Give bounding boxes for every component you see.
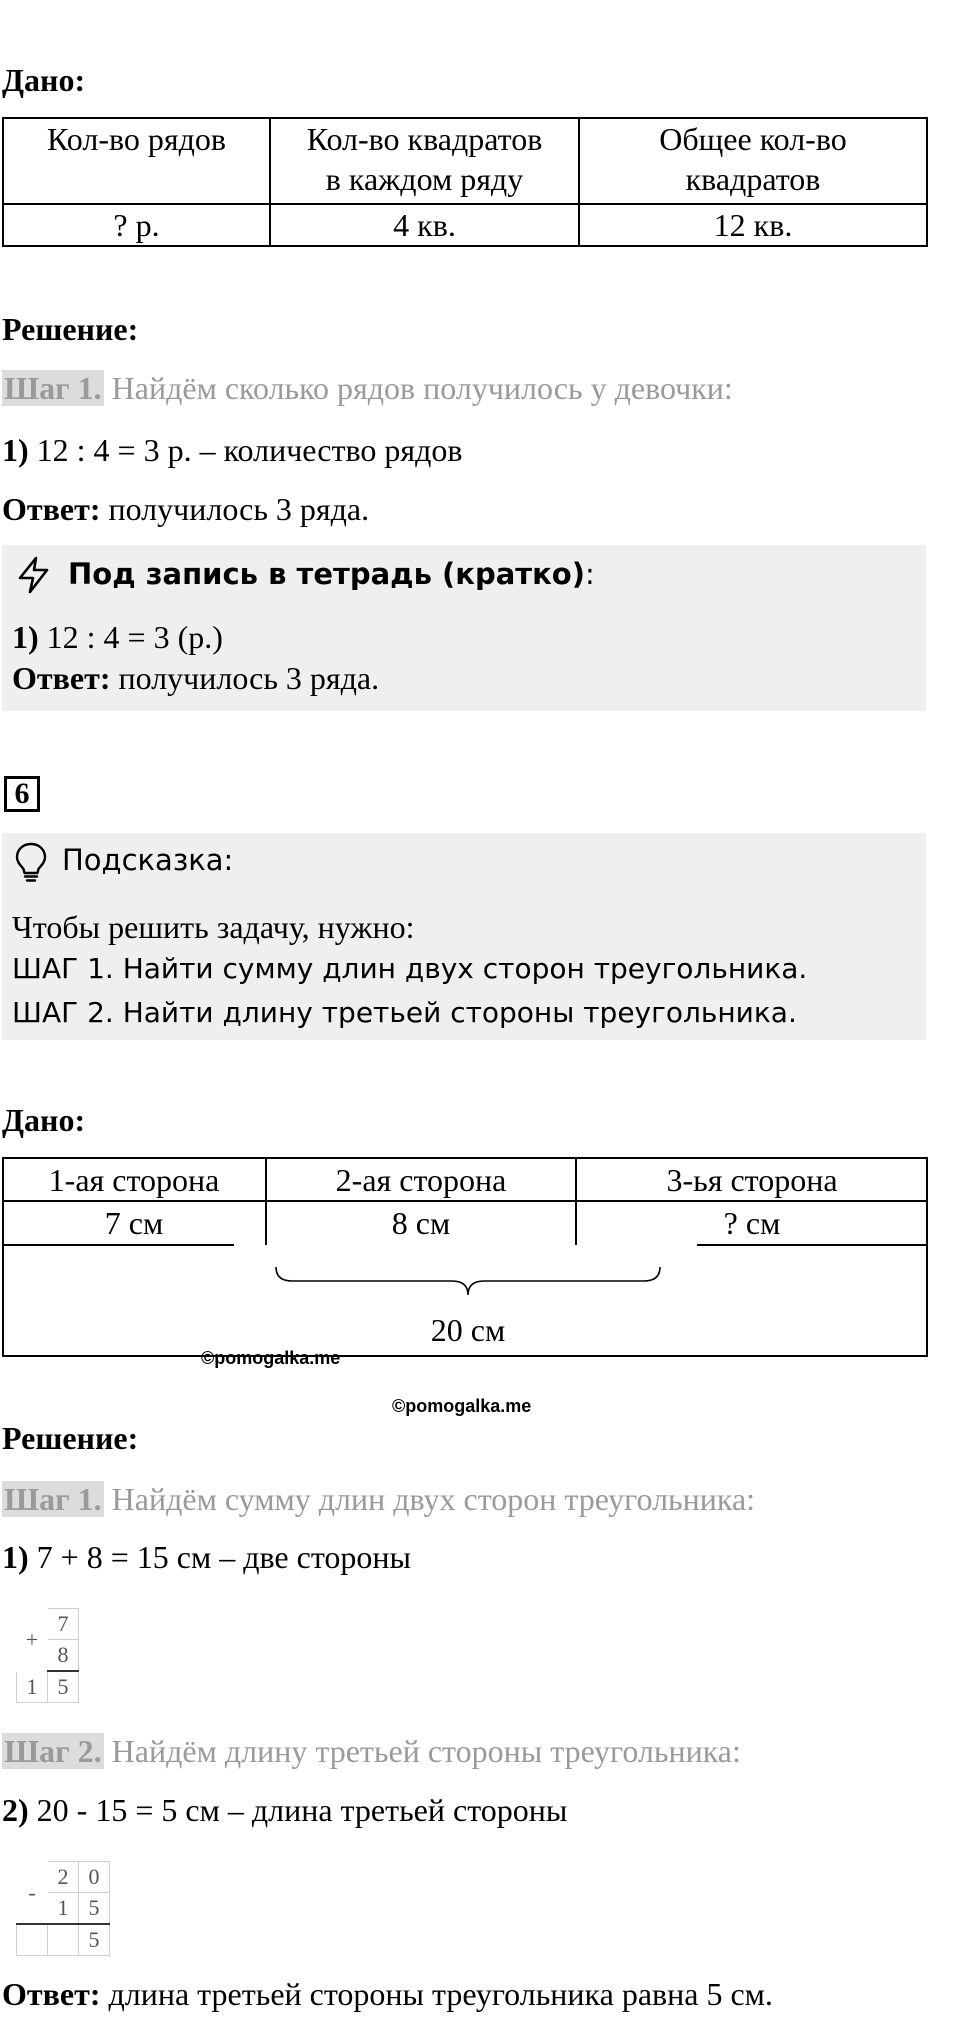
given-table-1 [2,117,928,247]
step-tag: Шаг 2. [4,1733,102,1769]
step-text: Найдём длину третьей стороны треугольника: [103,1733,741,1769]
brace-label: 20 см [430,1312,506,1348]
solution-line-2-1 [2,1537,411,1577]
given-table-2 [2,1157,928,1357]
hint-step-2 [12,993,797,1033]
line-number: 2) [2,1792,29,1828]
hint-step-text: Найти длину третьей стороны треугольника. [113,996,797,1029]
line-number: 1) [2,1539,29,1575]
solution-label-1: Решение: [2,311,139,347]
notebook-line-1 [12,617,223,657]
operator: - [28,1879,36,1905]
hint-title: Подсказка: [62,843,234,877]
hint-intro: Чтобы решить задачу, нужно: [12,909,415,945]
line-text: 20 - 15 = 5 см – длина третьей стороны [28,1792,568,1828]
notebook-answer [12,658,379,698]
table1-cell: 4 кв. [270,204,579,246]
digit: 5 [79,1893,110,1925]
digit: 1 [17,1671,48,1703]
task-number: 6 [4,776,40,812]
solution-label-2: Решение: [2,1420,139,1456]
answer-text: длина третьей стороны треугольника равна 5 см. [100,1976,773,2012]
step2-line-2 [2,1731,741,1771]
answer-2 [2,1974,773,2014]
line-text: 12 : 4 = 3 р. – количество рядов [28,432,463,468]
digit [48,1924,79,1956]
given-label-1: Дано: [2,62,86,98]
header-line: Кол-во рядов [47,121,226,157]
notebook-box [2,545,926,711]
column-subtraction [16,1861,110,1956]
notebook-title [68,557,595,591]
lightbulb-icon [14,841,48,883]
hint-box [2,833,926,1040]
answer-label: Ответ: [2,1976,101,2012]
table2-header: 2-ая сторона [335,1162,507,1198]
table1-header-total [579,118,927,204]
table2-header: 1-ая сторона [48,1162,220,1198]
answer-label: Ответ: [12,660,111,696]
solution-line-1 [2,430,462,470]
digit: 2 [48,1862,79,1893]
step1-line [2,368,733,408]
header-line: квадратов [685,161,821,197]
answer-label: Ответ: [2,491,101,527]
table1-cell: ? р. [3,204,270,246]
watermark: ©pomogalka.me [392,1396,532,1416]
digit: 0 [79,1862,110,1893]
digit: 1 [48,1893,79,1925]
hint-step-text: Найти сумму длин двух сторон треугольника. [113,952,808,985]
step-text: Найдём сумму длин двух сторон треугольника: [103,1481,756,1517]
header-line: Кол-во квадратов [306,121,543,157]
step-tag: Шаг 1. [4,370,102,406]
answer-text: получилось 3 ряда. [100,491,370,527]
notebook-title-text: Под запись в тетрадь (кратко) [68,557,585,591]
given-label-2: Дано: [2,1102,86,1138]
notebook-title-colon: : [584,557,595,591]
line-text: 12 : 4 = 3 (р.) [38,619,223,655]
watermark: ©pomogalka.me [201,1348,341,1368]
line-text: 7 + 8 = 15 см – две стороны [28,1539,411,1575]
table1-cell: 12 кв. [579,204,927,246]
digit: 5 [79,1924,110,1956]
step-tag: Шаг 1. [4,1481,102,1517]
digit: 7 [48,1609,79,1640]
digit: 5 [48,1671,79,1703]
digit: 8 [48,1640,79,1672]
brace [276,1267,660,1295]
column-addition [16,1608,79,1703]
line-number: 1) [12,619,39,655]
operator: + [25,1626,39,1652]
table2-cell: 7 см [104,1205,164,1241]
table1-header-rows [3,118,270,204]
solution-line-2-2 [2,1790,567,1830]
lightning-icon [14,555,54,595]
answer-text: получилось 3 ряда. [110,660,380,696]
line-number: 1) [2,432,29,468]
hint-step-tag: ШАГ 2. [12,996,114,1029]
hint-step-1 [12,949,807,989]
step-text: Найдём сколько рядов получилось у девочки: [103,370,733,406]
table2-cell: ? см [723,1205,781,1241]
answer-1 [2,489,369,529]
header-line: Общее кол-во [659,121,847,157]
table1-header-per-row [270,118,579,204]
hint-step-tag: ШАГ 1. [12,952,114,985]
table2-header: 3-ья сторона [666,1162,838,1198]
header-line: в каждом ряду [325,161,524,197]
step1-line-2 [2,1479,755,1519]
digit [17,1924,48,1956]
table2-cell: 8 см [391,1205,451,1241]
